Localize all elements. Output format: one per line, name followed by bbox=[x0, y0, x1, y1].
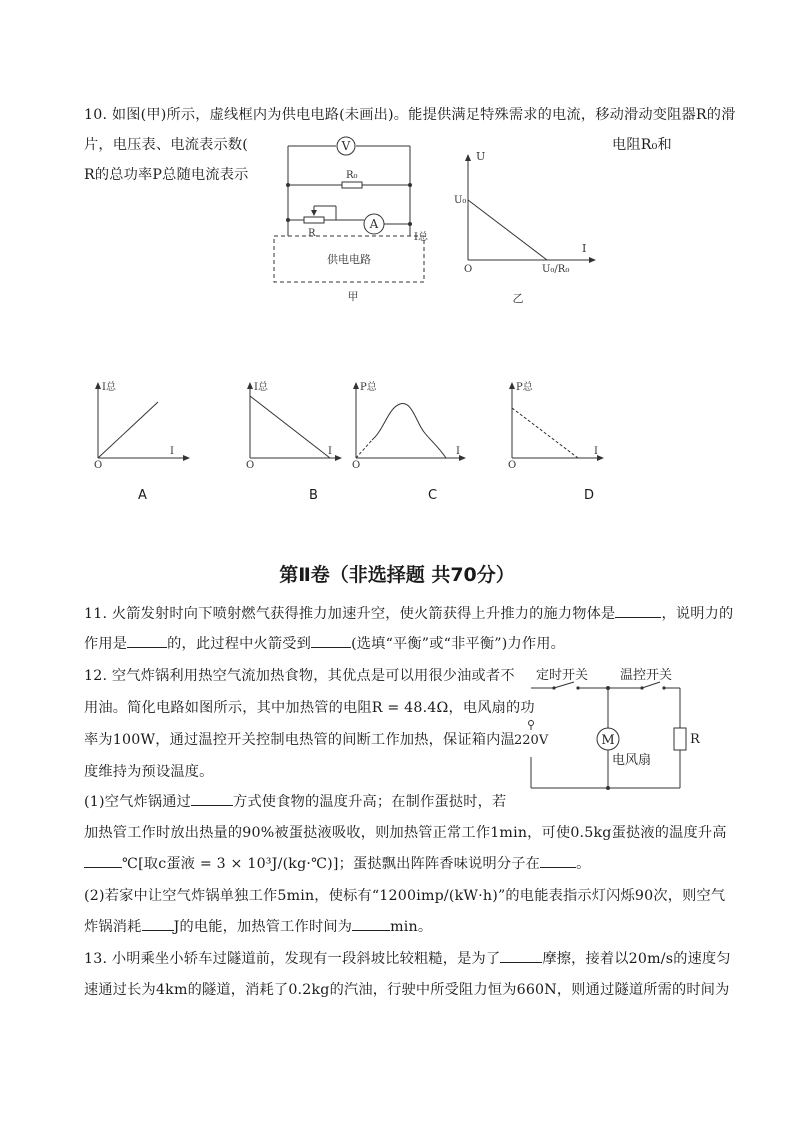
resistor-r-label: R bbox=[690, 732, 700, 747]
option-a-letter: A bbox=[138, 488, 147, 503]
q11-line2 bbox=[84, 633, 565, 653]
q11-line2-mid: 的，此过程中火箭受到 bbox=[167, 636, 312, 652]
q10-line2-start: 片，电压表、电流表示数( bbox=[84, 137, 248, 153]
q12-line2: 用油。简化电路如图所示，其中加热管的电阻R = 48.4Ω，电风扇的功 bbox=[84, 700, 535, 716]
fan-label: 电风扇 bbox=[612, 753, 652, 768]
option-a-y-axis: I总 bbox=[102, 382, 116, 393]
option-b-x-axis: I bbox=[328, 446, 332, 457]
q12-sub1-end: 方式使食物的温度升高；在制作蛋挞时，若 bbox=[233, 794, 507, 810]
option-a-graph bbox=[86, 378, 196, 468]
option-d-origin: O bbox=[508, 460, 517, 468]
ammeter-symbol: A bbox=[369, 217, 379, 231]
q11-line1 bbox=[84, 603, 733, 623]
q12-sub2-line2 bbox=[84, 916, 432, 936]
voltage-label: 220V bbox=[514, 733, 549, 748]
q12-sub1-line1 bbox=[84, 791, 506, 811]
supply-box-label: 供电电路 bbox=[327, 253, 371, 266]
q10-line2-end: 电阻R₀和 bbox=[612, 137, 672, 153]
q12-sub1-line3-end: 。 bbox=[576, 856, 591, 872]
rheostat-label: R bbox=[308, 228, 316, 239]
resistor-r0-label: R₀ bbox=[346, 170, 358, 181]
temp-switch-label: 温控开关 bbox=[620, 668, 673, 683]
q12-circuit-diagram bbox=[508, 662, 708, 796]
option-b-letter: B bbox=[309, 488, 318, 503]
yi-x-intercept-label: U₀/R₀ bbox=[542, 264, 570, 275]
q11-line2-end: (选填“平衡”或“非平衡”)力作用。 bbox=[351, 636, 565, 652]
q11-blank-3[interactable] bbox=[311, 635, 351, 648]
q13-line2: 速通过长为4km的隧道，消耗了0.2kg的汽油，行驶中所受阻力恒为660N，则通过隧道所需的时间为 bbox=[84, 982, 730, 998]
q12-blank-5[interactable] bbox=[352, 918, 390, 931]
q11-line1-end: ，说明力的 bbox=[661, 606, 734, 622]
q10-line3: R的总功率P总随电流表示 bbox=[84, 167, 249, 183]
q13-blank-1[interactable] bbox=[500, 950, 542, 963]
total-current-label: I总 bbox=[414, 232, 428, 243]
yi-y-intercept-label: U₀ bbox=[454, 195, 467, 206]
q12-sub1-text: (1)空气炸锅通过 bbox=[84, 794, 192, 810]
q12-sub2-end: min。 bbox=[390, 919, 433, 935]
figure-yi-caption: 乙 bbox=[512, 292, 524, 305]
q12-blank-2[interactable] bbox=[84, 855, 122, 868]
section-title: 第Ⅱ卷（非选择题 共70分） bbox=[279, 564, 515, 586]
q12-sub1-line3-text: ℃[取c蛋液 = 3 × 10³J/(kg·℃)]；蛋挞飘出阵阵香味说明分子在 bbox=[122, 856, 541, 872]
q12-sub2-mid: J的电能，加热管工作时间为 bbox=[173, 919, 353, 935]
option-d-y-axis: P总 bbox=[516, 382, 533, 393]
q12-blank-1[interactable] bbox=[191, 793, 233, 806]
option-c-origin: O bbox=[352, 460, 361, 468]
q12-sub2-text: 炸锅消耗 bbox=[84, 919, 142, 935]
q13-line1-text: 13. 小明乘坐小轿车过隧道前，发现有一段斜坡比较粗糙，是为了 bbox=[84, 951, 501, 967]
figure-jia-circuit bbox=[270, 136, 440, 306]
q11-blank-1[interactable] bbox=[615, 605, 661, 618]
option-c-y-axis: P总 bbox=[360, 382, 377, 393]
option-b-y-axis: I总 bbox=[254, 382, 268, 393]
option-c-x-axis: I bbox=[456, 446, 460, 457]
q11-line1-text: 11. 火箭发射时向下喷射燃气获得推力加速升空，使火箭获得上升推力的施力物体是 bbox=[84, 606, 616, 622]
figure-jia-caption: 甲 bbox=[347, 290, 359, 303]
option-d-x-axis: I bbox=[594, 446, 598, 457]
option-b-graph bbox=[238, 378, 348, 468]
timer-switch-label: 定时开关 bbox=[536, 668, 589, 683]
figure-yi-graph bbox=[452, 146, 602, 306]
yi-x-axis-label: I bbox=[582, 242, 587, 255]
option-d-letter: D bbox=[584, 488, 595, 503]
option-c-letter: C bbox=[428, 488, 438, 503]
q12-sub1-line2: 加热管工作时放出热量的90%被蛋挞液吸收，则加热管正常工作1min，可使0.5kg蛋挞液的温度升高 bbox=[84, 825, 727, 841]
q12-line1: 12. 空气炸锅利用热空气流加热食物，其优点是可以用很少油或者不 bbox=[84, 668, 515, 684]
q12-blank-3[interactable] bbox=[540, 855, 576, 868]
q10-line1: 10. 如图(甲)所示，虚线框内为供电电路(未画出)。能提供满足特殊需求的电流，移动滑动变阻器R的滑 bbox=[84, 107, 736, 123]
q12-sub1-line3 bbox=[84, 853, 590, 873]
q12-line4: 度维持为预设温度。 bbox=[84, 764, 214, 780]
voltmeter-symbol: V bbox=[341, 139, 351, 153]
motor-symbol: M bbox=[601, 733, 615, 748]
yi-origin-label: O bbox=[464, 264, 473, 275]
q12-blank-4[interactable] bbox=[142, 918, 174, 931]
q12-sub2-line1: (2)若家中让空气炸锅单独工作5min，使标有“1200imp/(kW·h)”的电能表指示灯闪烁90次，则空气 bbox=[84, 888, 726, 904]
q13-line1 bbox=[84, 948, 731, 968]
q11-line2-text: 作用是 bbox=[84, 636, 128, 652]
option-a-x-axis: I bbox=[170, 446, 174, 457]
option-d-graph bbox=[500, 378, 610, 468]
yi-y-axis-label: U bbox=[476, 150, 486, 163]
option-b-origin: O bbox=[246, 460, 255, 468]
q12-line3: 率为100W，通过温控开关控制电热管的间断工作加热，保证箱内温 bbox=[84, 732, 515, 748]
q11-blank-2[interactable] bbox=[127, 635, 167, 648]
q13-line1-end: 摩擦，接着以20m/s的速度匀 bbox=[542, 951, 731, 967]
q10-line2 bbox=[84, 134, 672, 154]
option-c-graph bbox=[344, 378, 474, 468]
option-a-origin: O bbox=[94, 460, 103, 468]
